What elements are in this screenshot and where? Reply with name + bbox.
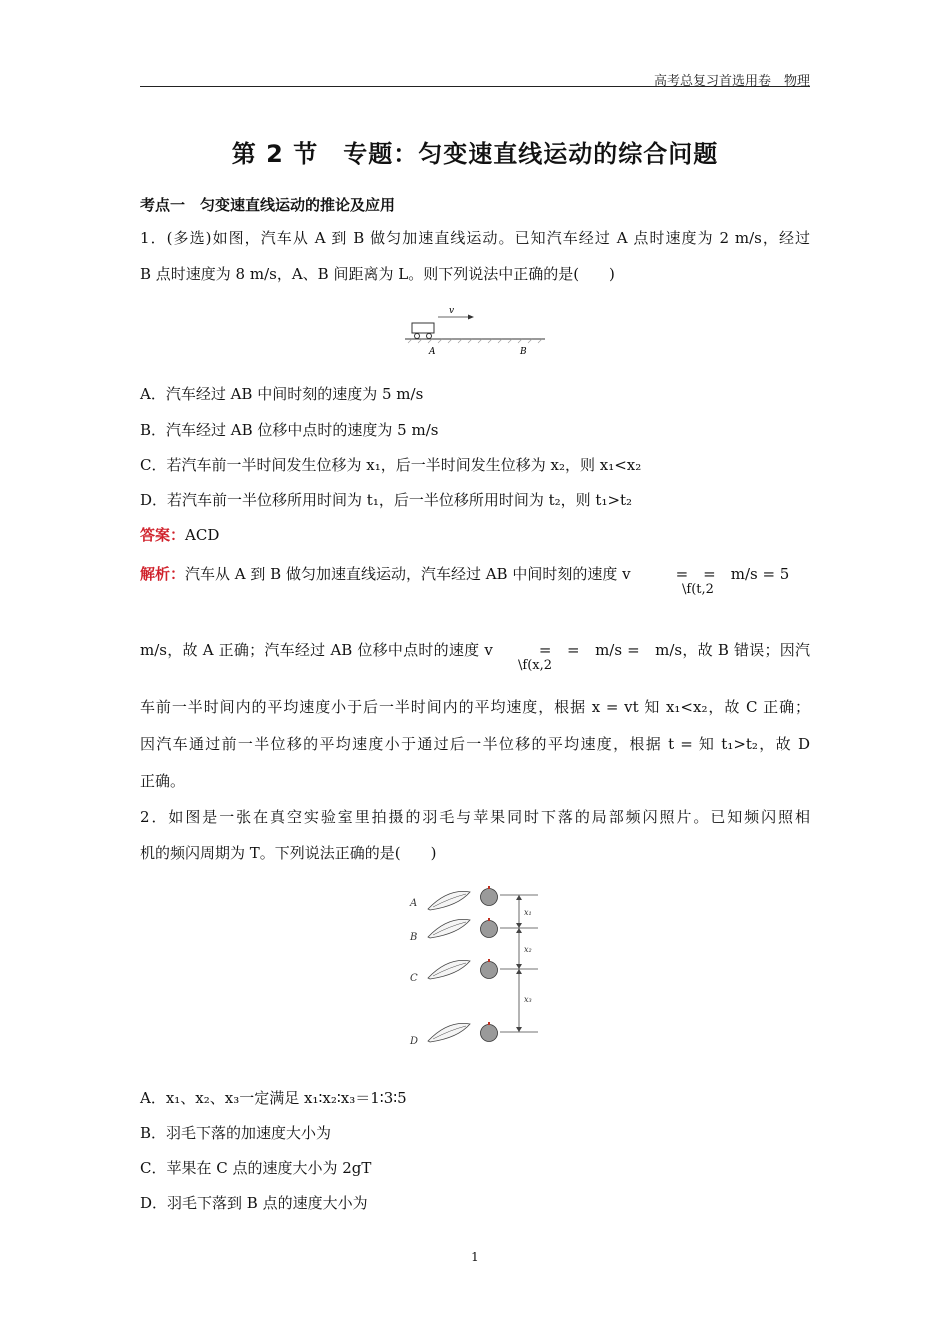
point-b-label: B	[520, 347, 527, 357]
formula-fragment-1: \f(t,2	[682, 582, 714, 597]
position-c-label: C	[410, 973, 418, 984]
header-rule	[140, 86, 810, 87]
q1-explanation-line1	[140, 564, 810, 584]
q2-stroboscopic-figure	[400, 878, 550, 1053]
answer-label: 答案：	[140, 526, 186, 544]
section-heading: 考点一 匀变速直线运动的推论及应用	[140, 196, 396, 214]
position-a-label: A	[410, 898, 418, 909]
explanation-label: 解析：	[140, 565, 186, 583]
q2-stem-line1: 2．如图是一张在真空实验室里拍摄的羽毛与苹果同时下落的局部频闪照片。已知频闪照相	[140, 808, 810, 826]
running-header: 高考总复习首选用卷 物理	[653, 74, 810, 89]
explanation-text-1: 汽车从 A 到 B 做匀加速直线运动，汽车经过 AB 中间时刻的速度 v = = m/s = 5	[185, 565, 790, 583]
x3-label: x₃	[524, 995, 532, 1004]
q1-answer	[140, 525, 810, 545]
x1-label: x₁	[524, 908, 532, 917]
answer-value: ACD	[185, 526, 220, 544]
q2-option-a: A．x₁、x₂、x₃一定满足 x₁∶x₂∶x₃＝1∶3∶5	[140, 1089, 407, 1107]
car-icon	[412, 323, 434, 339]
position-d-label: D	[410, 1036, 419, 1047]
q2-option-d: D．羽毛下落到 B 点的速度大小为	[140, 1194, 368, 1212]
q2-stem-line2: 机的频闪周期为 T。下列说法正确的是( )	[140, 844, 437, 862]
q1-car-figure	[400, 300, 550, 360]
q1-explanation-line4: 因汽车通过前一半位移的平均速度小于通过后一半位移的平均速度，根据 t = 知 t₁>t₂，故 D	[140, 735, 810, 753]
q1-explanation-line2: m/s，故 A 正确；汽车经过 AB 位移中点时的速度 v = = m/s = m/s，故 B 错误；因汽	[140, 641, 810, 659]
apple-icon	[481, 889, 498, 1042]
q1-option-d: D．若汽车前一半位移所用时间为 t₁，后一半位移所用时间为 t₂，则 t₁>t₂	[140, 491, 633, 509]
feather-icon	[428, 891, 470, 1042]
point-a-label: A	[429, 347, 436, 357]
velocity-label: v	[449, 306, 455, 316]
q1-option-a: A．汽车经过 AB 中间时刻的速度为 5 m/s	[140, 385, 424, 403]
formula-fragment-2: \f(x,2	[518, 658, 552, 673]
x2-label: x₂	[524, 945, 532, 954]
q1-option-c: C．若汽车前一半时间发生位移为 x₁，后一半时间发生位移为 x₂，则 x₁<x₂	[140, 456, 642, 474]
q1-stem-line2: B 点时速度为 8 m/s，A、B 间距离为 L。则下列说法中正确的是( )	[140, 265, 615, 283]
page-number: 1	[471, 1250, 479, 1264]
page-title: 第 2 节 专题：匀变速直线运动的综合问题	[231, 140, 719, 168]
q2-option-c: C．苹果在 C 点的速度大小为 2gT	[140, 1159, 372, 1177]
q1-explanation-line3: 车前一半时间内的平均速度小于后一半时间内的平均速度，根据 x = vt 知 x₁<x₂，故 C 正确；	[140, 698, 810, 716]
position-b-label: B	[410, 932, 418, 943]
q1-option-b: B．汽车经过 AB 位移中点时的速度为 5 m/s	[140, 421, 439, 439]
q1-explanation-line5: 正确。	[140, 772, 186, 790]
q1-stem-line1: 1．(多选)如图，汽车从 A 到 B 做匀加速直线运动。已知汽车经过 A 点时速度为 2 m/s，经过	[140, 229, 810, 247]
q2-option-b: B．羽毛下落的加速度大小为	[140, 1124, 332, 1142]
